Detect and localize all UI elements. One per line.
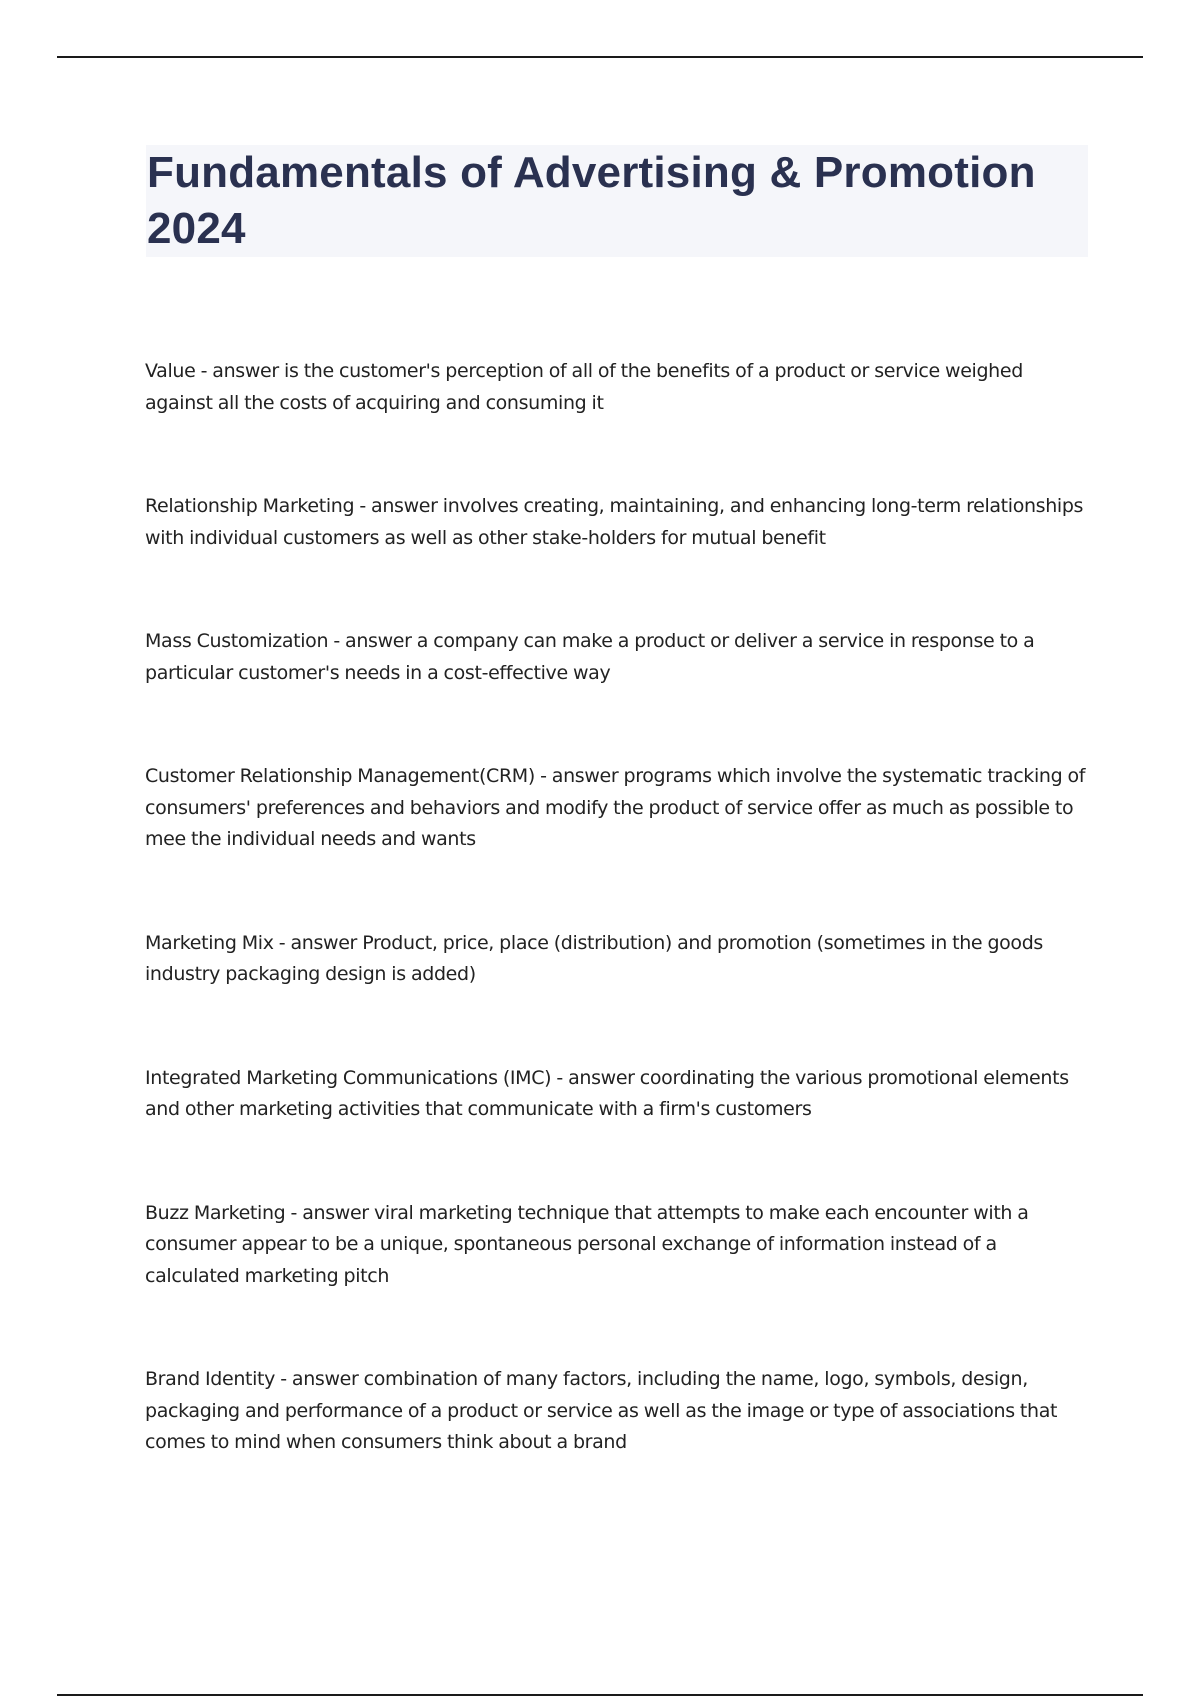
glossary-entry-relationship-marketing: Relationship Marketing - answer involves creating, maintaining, and enhancing long-term relationships with individual customers as well as other stake-holders for mutual benefit [145,495,1084,549]
title-block [146,145,1088,257]
glossary-entry-marketing-mix: Marketing Mix - answer Product, price, place (distribution) and promotion (sometimes in the goods industry packaging design is added) [145,931,1043,985]
bottom-rule [57,1694,1143,1696]
top-rule [57,56,1143,58]
glossary-entry-buzz-marketing: Buzz Marketing - answer viral marketing technique that attempts to make each encounter with a consumer appear to be a unique, spontaneous personal exchange of information instead of a calculated marketing pitch [145,1201,1029,1287]
glossary-entry-mass-customization: Mass Customization - answer a company can make a product or deliver a service in response to a particular customer's needs in a cost-effective way [145,630,1035,684]
glossary-entry-crm: Customer Relationship Management(CRM) - answer programs which involve the systematic tracking of consumers' preferences and behaviors and modify the product of service offer as much as possible to mee the individual needs and wants [145,765,1086,850]
glossary-entry-value: Value - answer is the customer's perception of all of the benefits of a product or service weighed against all the costs of acquiring and consuming it [145,360,1023,414]
document-title: Fundamentals of Advertising & Promotion 2024 [147,148,1036,253]
glossary-entry-imc: Integrated Marketing Communications (IMC) - answer coordinating the various promotional elements and other marketing activities that communicate with a firm's customers [145,1066,1069,1120]
glossary-list [145,356,1091,1459]
glossary-entry-brand-identity: Brand Identity - answer combination of many factors, including the name, logo, symbols, design, packaging and performance of a product or service as well as the image or type of associations that comes to mind when consumers think about a brand [145,1368,1058,1453]
